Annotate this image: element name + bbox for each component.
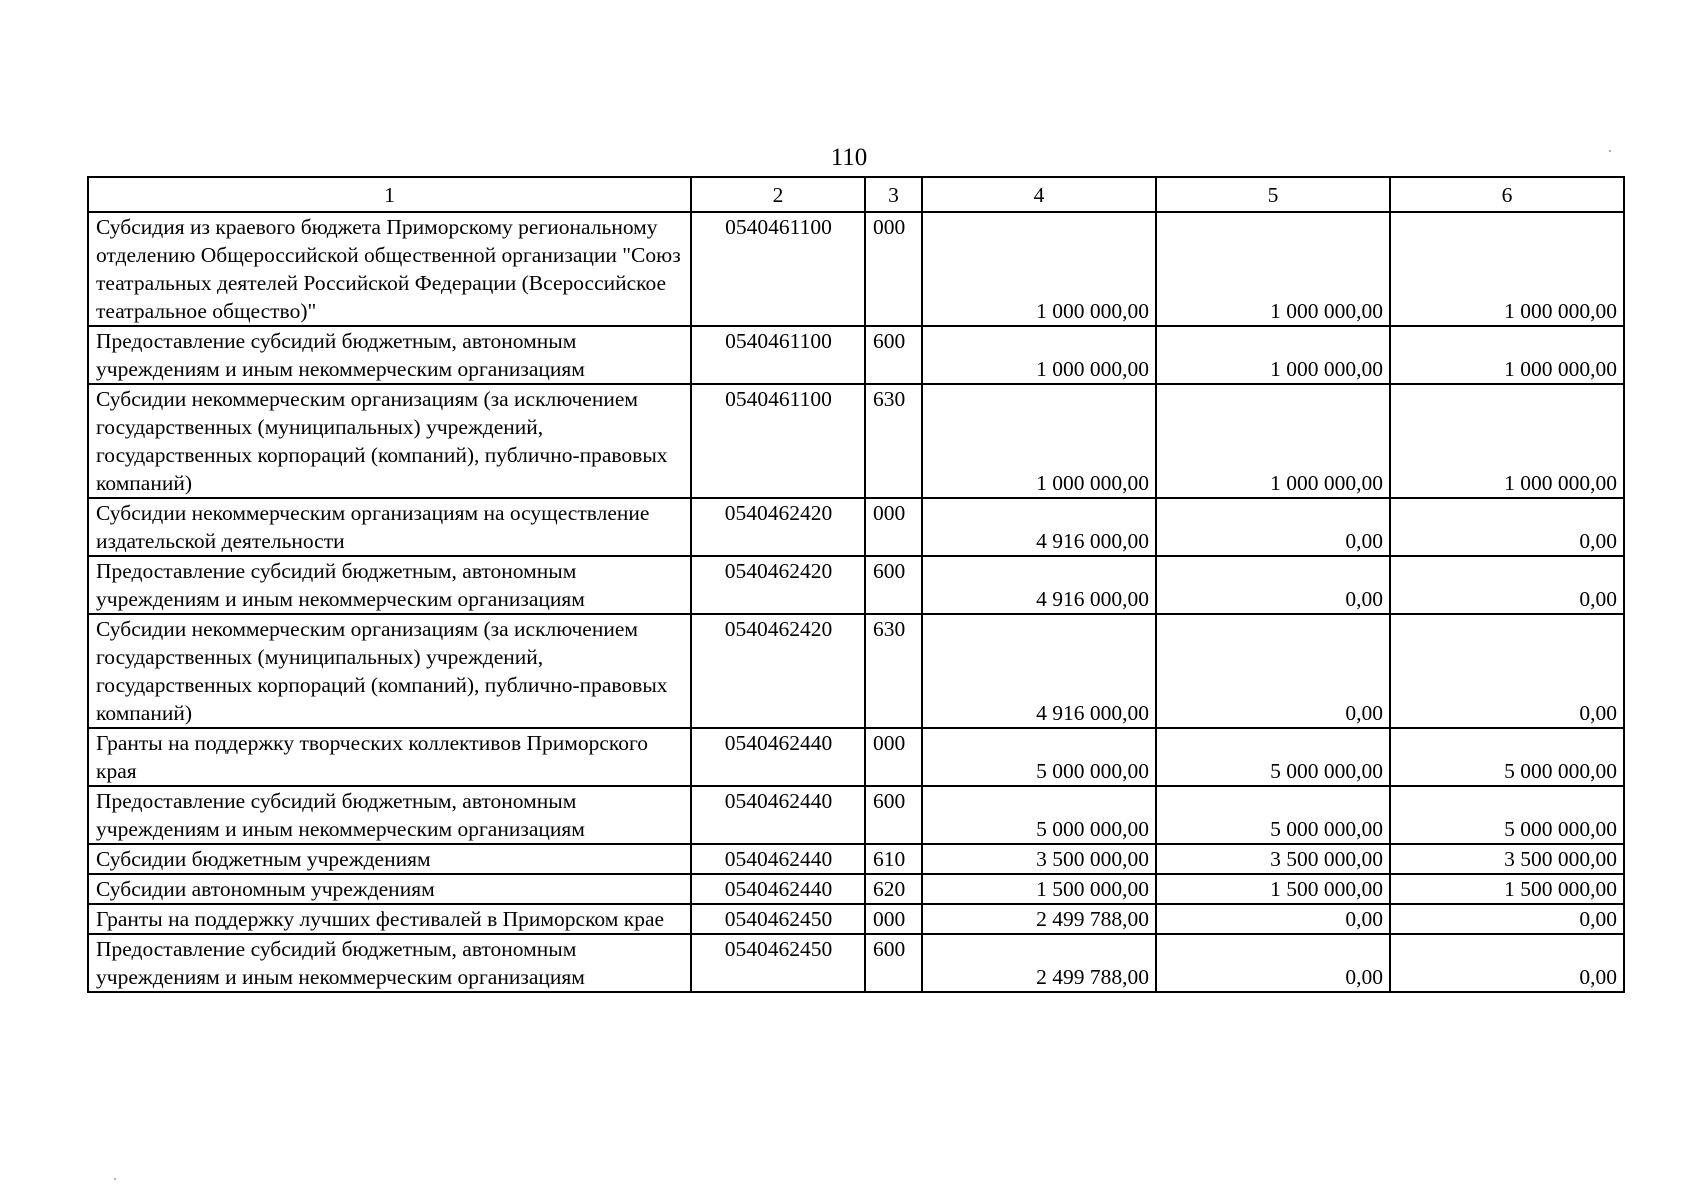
amount-col-4: 1 000 000,00 xyxy=(922,326,1156,384)
amount-col-6: 5 000 000,00 xyxy=(1390,728,1624,786)
amount-col-6: 1 000 000,00 xyxy=(1390,212,1624,326)
row-name: Предоставление субсидий бюджетным, автономным учреждениям и иным некоммерческим организациям xyxy=(88,786,691,844)
column-number: 1 xyxy=(88,177,691,212)
amount-col-4: 3 500 000,00 xyxy=(922,844,1156,874)
amount-col-5: 5 000 000,00 xyxy=(1156,786,1390,844)
column-number: 4 xyxy=(922,177,1156,212)
amount-col-5: 0,00 xyxy=(1156,498,1390,556)
column-number: 2 xyxy=(691,177,865,212)
row-name: Предоставление субсидий бюджетным, автономным учреждениям и иным некоммерческим организациям xyxy=(88,934,691,992)
target-article-code: 0540462420 xyxy=(691,556,865,614)
amount-col-4: 2 499 788,00 xyxy=(922,904,1156,934)
amount-col-6: 0,00 xyxy=(1390,614,1624,728)
table-row xyxy=(88,786,1624,844)
amount-col-6: 0,00 xyxy=(1390,904,1624,934)
row-name: Предоставление субсидий бюджетным, автономным учреждениям и иным некоммерческим организациям xyxy=(88,556,691,614)
amount-col-4: 1 000 000,00 xyxy=(922,212,1156,326)
expense-type-code: 600 xyxy=(865,326,922,384)
column-number: 6 xyxy=(1390,177,1624,212)
target-article-code: 0540462440 xyxy=(691,874,865,904)
row-name: Субсидии некоммерческим организациям на осуществление издательской деятельности xyxy=(88,498,691,556)
expense-type-code: 600 xyxy=(865,786,922,844)
column-number: 3 xyxy=(865,177,922,212)
page-number: 110 xyxy=(830,144,868,171)
expense-type-code: 630 xyxy=(865,384,922,498)
amount-col-4: 4 916 000,00 xyxy=(922,556,1156,614)
table-row xyxy=(88,326,1624,384)
table-row xyxy=(88,844,1624,874)
column-number: 5 xyxy=(1156,177,1390,212)
expense-type-code: 630 xyxy=(865,614,922,728)
target-article-code: 0540462440 xyxy=(691,844,865,874)
expense-type-code: 000 xyxy=(865,904,922,934)
target-article-code: 0540462440 xyxy=(691,728,865,786)
target-article-code: 0540461100 xyxy=(691,384,865,498)
amount-col-5: 5 000 000,00 xyxy=(1156,728,1390,786)
row-name: Субсидии некоммерческим организациям (за исключением государственных (муниципальных) учреждений, государственных корпораций (компаний), публично-правовых компаний) xyxy=(88,384,691,498)
row-name: Гранты на поддержку лучших фестивалей в Приморском крае xyxy=(88,904,691,934)
target-article-code: 0540462420 xyxy=(691,498,865,556)
amount-col-5: 0,00 xyxy=(1156,556,1390,614)
target-article-code: 0540462420 xyxy=(691,614,865,728)
table-row xyxy=(88,614,1624,728)
row-name: Предоставление субсидий бюджетным, автономным учреждениям и иным некоммерческим организациям xyxy=(88,326,691,384)
amount-col-4: 5 000 000,00 xyxy=(922,728,1156,786)
row-name: Субсидии бюджетным учреждениям xyxy=(88,844,691,874)
expense-type-code: 000 xyxy=(865,498,922,556)
amount-col-5: 1 000 000,00 xyxy=(1156,384,1390,498)
amount-col-6: 5 000 000,00 xyxy=(1390,786,1624,844)
amount-col-6: 3 500 000,00 xyxy=(1390,844,1624,874)
amount-col-5: 3 500 000,00 xyxy=(1156,844,1390,874)
amount-col-6: 0,00 xyxy=(1390,934,1624,992)
target-article-code: 0540461100 xyxy=(691,326,865,384)
amount-col-4: 4 916 000,00 xyxy=(922,614,1156,728)
amount-col-6: 1 000 000,00 xyxy=(1390,384,1624,498)
expense-type-code: 610 xyxy=(865,844,922,874)
amount-col-4: 1 500 000,00 xyxy=(922,874,1156,904)
amount-col-5: 1 000 000,00 xyxy=(1156,326,1390,384)
row-name: Субсидия из краевого бюджета Приморскому региональному отделению Общероссийской общественной организации "Союз театральных деятелей Российской Федерации (Всероссийское театральное общество)" xyxy=(88,212,691,326)
expense-type-code: 600 xyxy=(865,934,922,992)
row-name: Субсидии автономным учреждениям xyxy=(88,874,691,904)
scan-speck xyxy=(1609,150,1611,152)
column-number-row xyxy=(88,177,1624,212)
table-row xyxy=(88,556,1624,614)
row-name: Гранты на поддержку творческих коллективов Приморского края xyxy=(88,728,691,786)
scan-speck xyxy=(114,1178,116,1180)
amount-col-5: 0,00 xyxy=(1156,614,1390,728)
amount-col-4: 5 000 000,00 xyxy=(922,786,1156,844)
amount-col-6: 0,00 xyxy=(1390,498,1624,556)
row-name: Субсидии некоммерческим организациям (за исключением государственных (муниципальных) учреждений, государственных корпораций (компаний), публично-правовых компаний) xyxy=(88,614,691,728)
expense-type-code: 000 xyxy=(865,728,922,786)
target-article-code: 0540462450 xyxy=(691,904,865,934)
amount-col-6: 1 000 000,00 xyxy=(1390,326,1624,384)
amount-col-6: 0,00 xyxy=(1390,556,1624,614)
amount-col-4: 2 499 788,00 xyxy=(922,934,1156,992)
target-article-code: 0540462450 xyxy=(691,934,865,992)
table-row xyxy=(88,212,1624,326)
expense-type-code: 620 xyxy=(865,874,922,904)
table-row xyxy=(88,904,1624,934)
table-row xyxy=(88,498,1624,556)
budget-table xyxy=(87,176,1625,993)
amount-col-5: 1 000 000,00 xyxy=(1156,212,1390,326)
amount-col-4: 4 916 000,00 xyxy=(922,498,1156,556)
expense-type-code: 600 xyxy=(865,556,922,614)
amount-col-6: 1 500 000,00 xyxy=(1390,874,1624,904)
amount-col-5: 0,00 xyxy=(1156,904,1390,934)
target-article-code: 0540462440 xyxy=(691,786,865,844)
amount-col-4: 1 000 000,00 xyxy=(922,384,1156,498)
table-row xyxy=(88,934,1624,992)
amount-col-5: 1 500 000,00 xyxy=(1156,874,1390,904)
table-row xyxy=(88,874,1624,904)
table-row xyxy=(88,728,1624,786)
target-article-code: 0540461100 xyxy=(691,212,865,326)
amount-col-5: 0,00 xyxy=(1156,934,1390,992)
table-row xyxy=(88,384,1624,498)
expense-type-code: 000 xyxy=(865,212,922,326)
